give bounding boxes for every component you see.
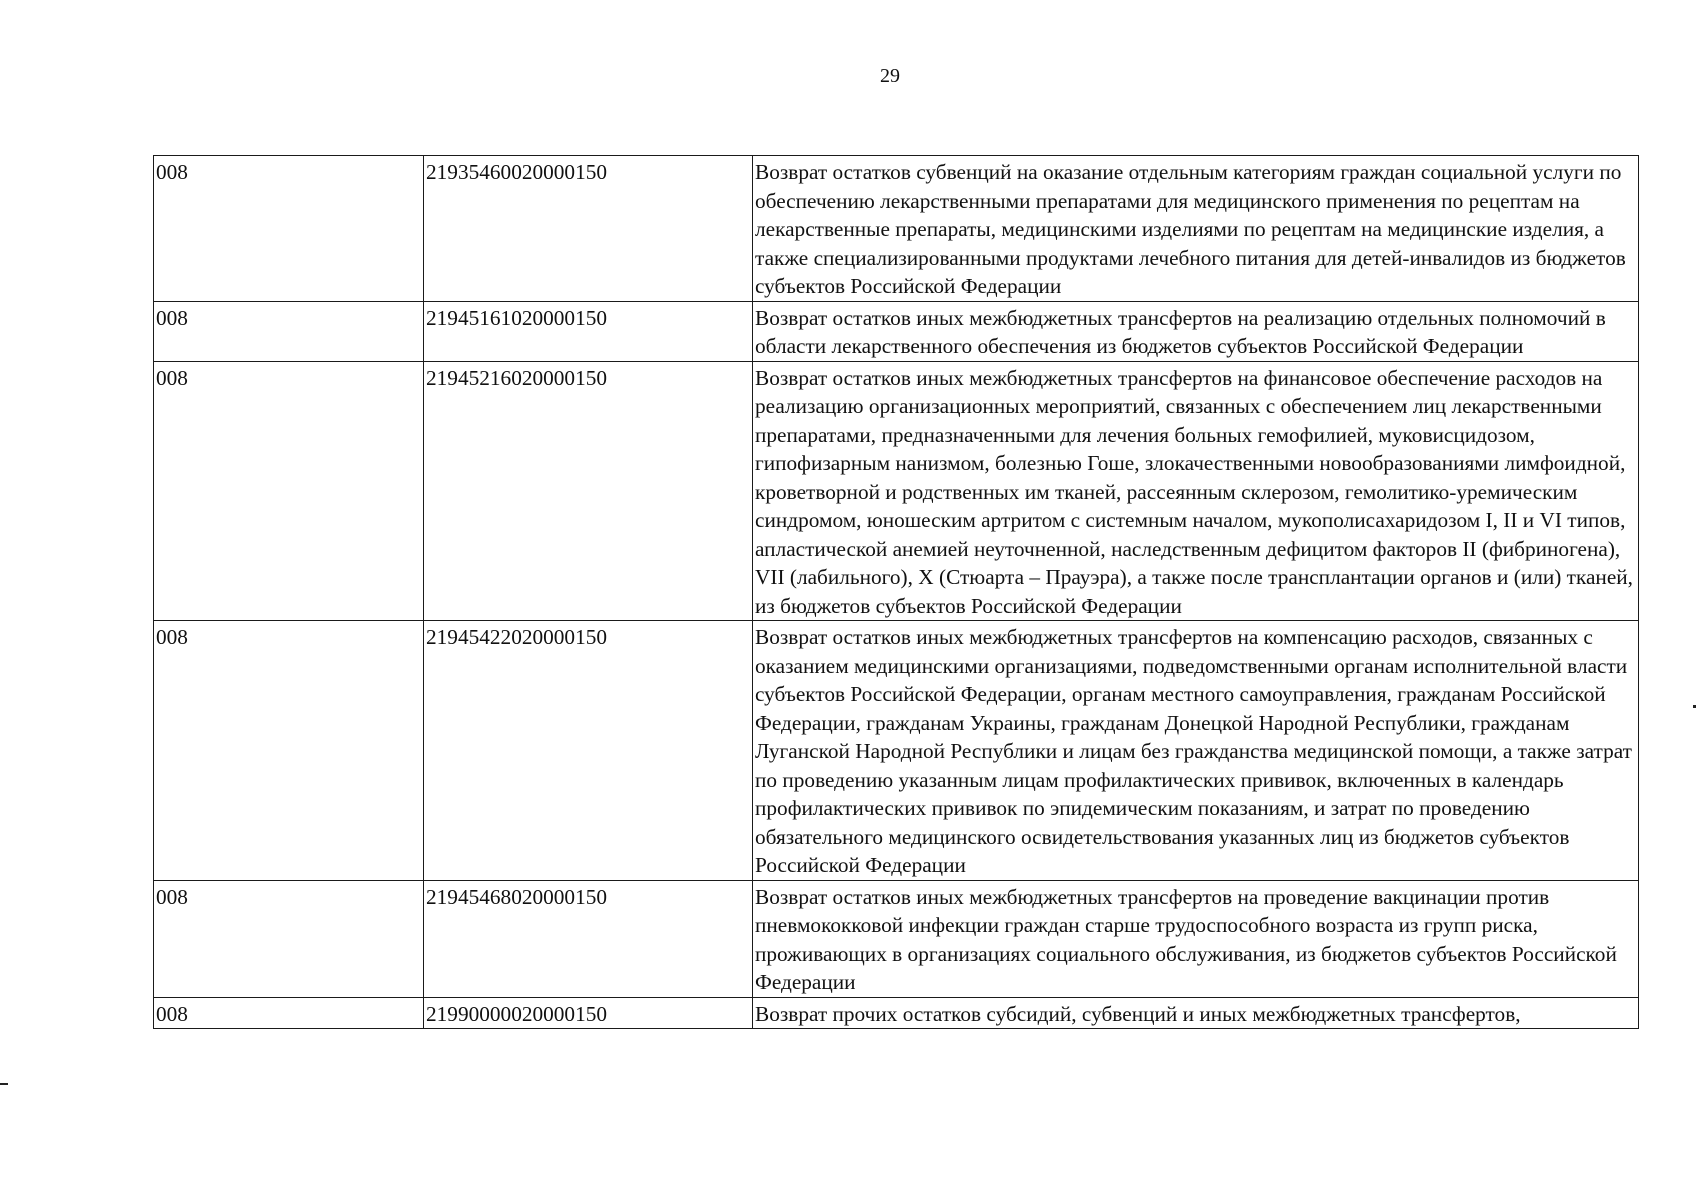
- admin-code-cell: 008: [154, 621, 424, 881]
- admin-code-cell: 008: [154, 301, 424, 361]
- table-row: [154, 361, 1639, 621]
- scan-mark-right: [1693, 705, 1696, 708]
- budget-code-cell: 21945468020000150: [424, 880, 753, 997]
- budget-code-cell: 21945422020000150: [424, 621, 753, 881]
- page-number: 29: [880, 65, 900, 87]
- budget-codes-table: [153, 155, 1639, 1029]
- description-cell: Возврат прочих остатков субсидий, субвенций и иных межбюджетных трансфертов,: [753, 997, 1639, 1029]
- table-row: [154, 301, 1639, 361]
- budget-code-cell: 21945216020000150: [424, 361, 753, 621]
- description-cell: Возврат остатков иных межбюджетных трансфертов на реализацию отдельных полномочий в области лекарственного обеспечения из бюджетов субъектов Российской Федерации: [753, 301, 1639, 361]
- budget-code-cell: 21935460020000150: [424, 156, 753, 302]
- table-row: [154, 156, 1639, 302]
- description-cell: Возврат остатков субвенций на оказание отдельным категориям граждан социальной услуги по обеспечению лекарственными препаратами для медицинского применения по рецептам на лекарственные препараты, медицинскими изделиями по рецептам на медицинские изделия, а также специализированными продуктами лечебного питания для детей-инвалидов из бюджетов субъектов Российской Федерации: [753, 156, 1639, 302]
- budget-code-cell: 21945161020000150: [424, 301, 753, 361]
- table-row: [154, 621, 1639, 881]
- admin-code-cell: 008: [154, 997, 424, 1029]
- description-cell: Возврат остатков иных межбюджетных трансфертов на компенсацию расходов, связанных с оказанием медицинскими организациями, подведомственными органам исполнительной власти субъектов Российской Федерации, органам местного самоуправления, гражданам Российской Федерации, гражданам Украины, гражданам Донецкой Народной Республики, гражданам Луганской Народной Республики и лицам без гражданства медицинской помощи, а также затрат по проведению указанным лицам профилактических прививок, включенных в календарь профилактических прививок по эпидемическим показаниям, и затрат по проведению обязательного медицинского освидетельствования указанных лиц из бюджетов субъектов Российской Федерации: [753, 621, 1639, 881]
- scan-mark-left: [0, 1083, 8, 1085]
- admin-code-cell: 008: [154, 156, 424, 302]
- admin-code-cell: 008: [154, 361, 424, 621]
- admin-code-cell: 008: [154, 880, 424, 997]
- budget-code-cell: 21990000020000150: [424, 997, 753, 1029]
- table-row: [154, 880, 1639, 997]
- table-row: [154, 997, 1639, 1029]
- description-cell: Возврат остатков иных межбюджетных трансфертов на проведение вакцинации против пневмококковой инфекции граждан старше трудоспособного возраста из групп риска, проживающих в организациях социального обслуживания, из бюджетов субъектов Российской Федерации: [753, 880, 1639, 997]
- table-body: [154, 156, 1639, 1029]
- description-cell: Возврат остатков иных межбюджетных трансфертов на финансовое обеспечение расходов на реализацию организационных мероприятий, связанных с обеспечением лиц лекарственными препаратами, предназначенными для лечения больных гемофилией, муковисцидозом, гипофизарным нанизмом, болезнью Гоше, злокачественными новообразованиями лимфоидной, кроветворной и родственных им тканей, рассеянным склерозом, гемолитико-уремическим синдромом, юношеским артритом с системным началом, мукополисахаридозом I, II и VI типов, апластической анемией неуточненной, наследственным дефицитом факторов II (фибриногена), VII (лабильного), X (Стюарта – Прауэра), а также после трансплантации органов и (или) тканей, из бюджетов субъектов Российской Федерации: [753, 361, 1639, 621]
